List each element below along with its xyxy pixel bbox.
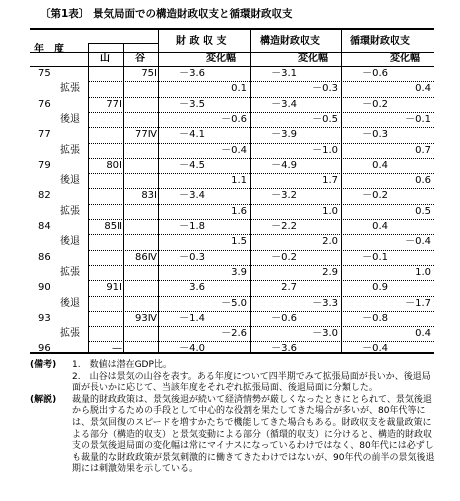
cell-cyc: －0.2 [362,190,388,202]
cell-peak: 80Ⅰ [106,159,122,171]
cell-cyc-chg: －0.4 [405,236,431,248]
cell-fiscal: －0.3 [179,251,205,263]
cell-peak: 77Ⅰ [106,98,122,110]
cell-struct: －0.6 [271,312,297,324]
cell-fiscal-chg: －2.6 [221,328,247,340]
cell-struct: －0.2 [271,251,297,263]
header-trough: 谷 [135,53,145,64]
col-divider [341,30,342,352]
cell-fiscal: －3.5 [179,98,205,110]
cell-trough: 77Ⅳ [135,129,157,141]
cell-phase: 拡張 [60,144,80,156]
cell-fiscal: 3.6 [189,282,205,294]
cell-struct-chg: －3.0 [312,328,338,340]
header-cyclical-change: 変化幅 [390,53,420,64]
cell-cyc-chg: 0.5 [415,205,431,217]
row-divider [88,158,434,159]
notes-section [30,360,438,476]
row-divider [88,265,434,266]
row-divider [88,173,434,174]
remarks-label: (備考) [30,360,57,370]
cell-cyc: 0.9 [372,282,388,294]
row-divider [88,143,434,144]
cell-phase: 後退 [60,236,80,248]
cell-cyc-chg: 0.7 [415,144,431,156]
fiscal-balance-table [30,28,434,354]
cell-cyc: －0.8 [362,312,388,324]
cell-cyc: －0.2 [362,98,388,110]
cell-year: 77 [38,129,51,141]
cell-peak: 91Ⅰ [106,282,122,294]
cell-phase: 拡張 [60,205,80,217]
row-divider [88,234,434,235]
cell-phase: 拡張 [60,83,80,95]
cell-struct-chg: －3.3 [312,297,338,309]
cell-fiscal-chg: －0.4 [221,144,247,156]
cell-cyc: －0.6 [362,68,388,79]
cell-cyc: 0.4 [372,221,388,232]
cell-cyc: －0.3 [362,129,388,141]
row-divider [88,341,434,342]
cell-year: 75 [38,68,51,79]
row-divider [88,326,434,327]
cell-year: 76 [38,98,51,110]
cell-year: 82 [38,190,51,202]
cell-cyc-chg: 0.4 [415,328,431,340]
cell-year: 96 [38,343,51,355]
cell-trough: 86Ⅳ [135,251,157,263]
cell-cyc-chg: －0.1 [405,113,431,125]
cell-fiscal: －1.4 [179,312,205,324]
cell-cyc: 0.4 [372,159,388,171]
col-divider [158,30,159,352]
row-divider [88,204,434,205]
cell-year: 84 [38,221,51,232]
cell-trough: 93Ⅳ [135,312,157,324]
cell-fiscal-chg: 1.5 [231,236,247,248]
cell-fiscal-chg: 0.1 [231,83,247,95]
col-divider [250,30,251,352]
cell-fiscal: －4.1 [179,129,205,141]
cell-phase: 後退 [60,297,80,309]
row-divider [88,127,434,128]
header-cyclical-balance: 循環財政収支 [350,36,410,47]
cell-trough: 75Ⅰ [141,68,157,79]
commentary-text: 裁量的財政政策は、景気後退が続いて経済情勢が厳しくなったときにとられて、景気後退から脱出するための手段として中心的な役割を果たしてきた場合が多いが、80年代等には、景気回復のスピードを増すかたちで機能してきた場合もある。財政収支を裁量政策による部分（構造的収支）と景気変動による部分（循環的収支）に分けると、構造的財政収支の景気後退局面の変化幅は常にマイナスになっているわけではなく、80年代には必ずしも裁量的な財政政策が景気刺激的に働きてきたわけではないが、90年代の前半の景気後退期には刺激効果を示している。 [72,394,435,475]
cell-struct-chg: －1.0 [312,144,338,156]
cell-fiscal: －4.5 [179,159,205,171]
header-fiscal-change: 変化幅 [206,53,236,64]
cell-cyc-chg: 1.0 [415,266,431,278]
cell-struct-chg: 1.7 [322,175,338,187]
cell-year: 90 [38,282,51,294]
header-rule [88,43,158,44]
cell-struct-chg: －0.3 [312,83,338,95]
row-divider [88,296,434,297]
cell-struct-chg: 1.0 [322,205,338,217]
cell-fiscal-chg: 1.6 [231,205,247,217]
remark-1: 1. 数値は潜在GDP比。 [72,360,172,370]
row-divider [88,250,434,251]
cell-peak: — [112,343,122,355]
row-divider [88,81,434,82]
cell-struct: －3.6 [271,343,297,355]
cell-struct: －2.2 [271,221,297,232]
header-structural-balance: 構造財政収支 [260,36,320,47]
cell-cyc-chg: 0.6 [415,175,431,187]
cell-struct: －3.1 [271,68,297,79]
cell-struct: －3.4 [271,98,297,110]
header-bottom-rule [30,66,434,67]
cell-struct-chg: －0.5 [312,113,338,125]
header-fiscal-balance: 財 政 収 支 [176,36,227,47]
cell-struct: －3.9 [271,129,297,141]
cell-struct-chg: 2.0 [322,236,338,248]
remark-2: 2. 山谷は景気の山谷を表す。ある年度について四半期でみて拡張局面が長いか、後退局面が長いかに応じて、当該年度をそれぞれ拡張局面、後退局面に分類した。 [72,371,431,394]
cell-fiscal-chg: 1.1 [231,175,247,187]
cell-phase: 後退 [60,175,80,187]
header-peak: 山 [100,53,110,64]
cell-struct: －4.9 [271,159,297,171]
row-divider [88,280,434,281]
cell-struct: －3.2 [271,190,297,202]
cell-cyc-chg: 0.4 [415,83,431,95]
cell-fiscal-chg: 3.9 [231,266,247,278]
cell-fiscal: －1.8 [179,221,205,232]
col-divider [123,44,124,352]
cell-phase: 後退 [60,113,80,125]
row-divider [88,188,434,189]
cell-struct: 2.7 [281,282,297,294]
cell-struct-chg: 2.9 [322,266,338,278]
cell-year: 79 [38,159,51,171]
cell-trough: 83Ⅰ [141,190,157,202]
cell-year: 93 [38,312,51,324]
table-title: 〔第1表〕 景気局面での構造財政収支と循環財政収支 [40,8,293,20]
cell-phase: 拡張 [60,328,80,340]
cell-cyc: －0.4 [362,343,388,355]
cell-phase: 拡張 [60,266,80,278]
cell-fiscal: －3.6 [179,68,205,79]
row-divider [88,311,434,312]
row-divider [88,219,434,220]
cell-peak: 85Ⅱ [104,221,122,232]
cell-fiscal-chg: －5.0 [221,297,247,309]
row-divider [88,112,434,113]
cell-fiscal: －4.0 [179,343,205,355]
cell-fiscal: －3.4 [179,190,205,202]
cell-cyc-chg: －1.7 [405,297,431,309]
row-divider [88,97,434,98]
cell-fiscal-chg: －0.6 [221,113,247,125]
commentary-label: (解説) [30,394,57,405]
cell-cyc: －0.1 [362,251,388,263]
header-period: 年 度 [34,44,64,55]
header-structural-change: 変化幅 [298,53,328,64]
cell-year: 86 [38,251,51,263]
